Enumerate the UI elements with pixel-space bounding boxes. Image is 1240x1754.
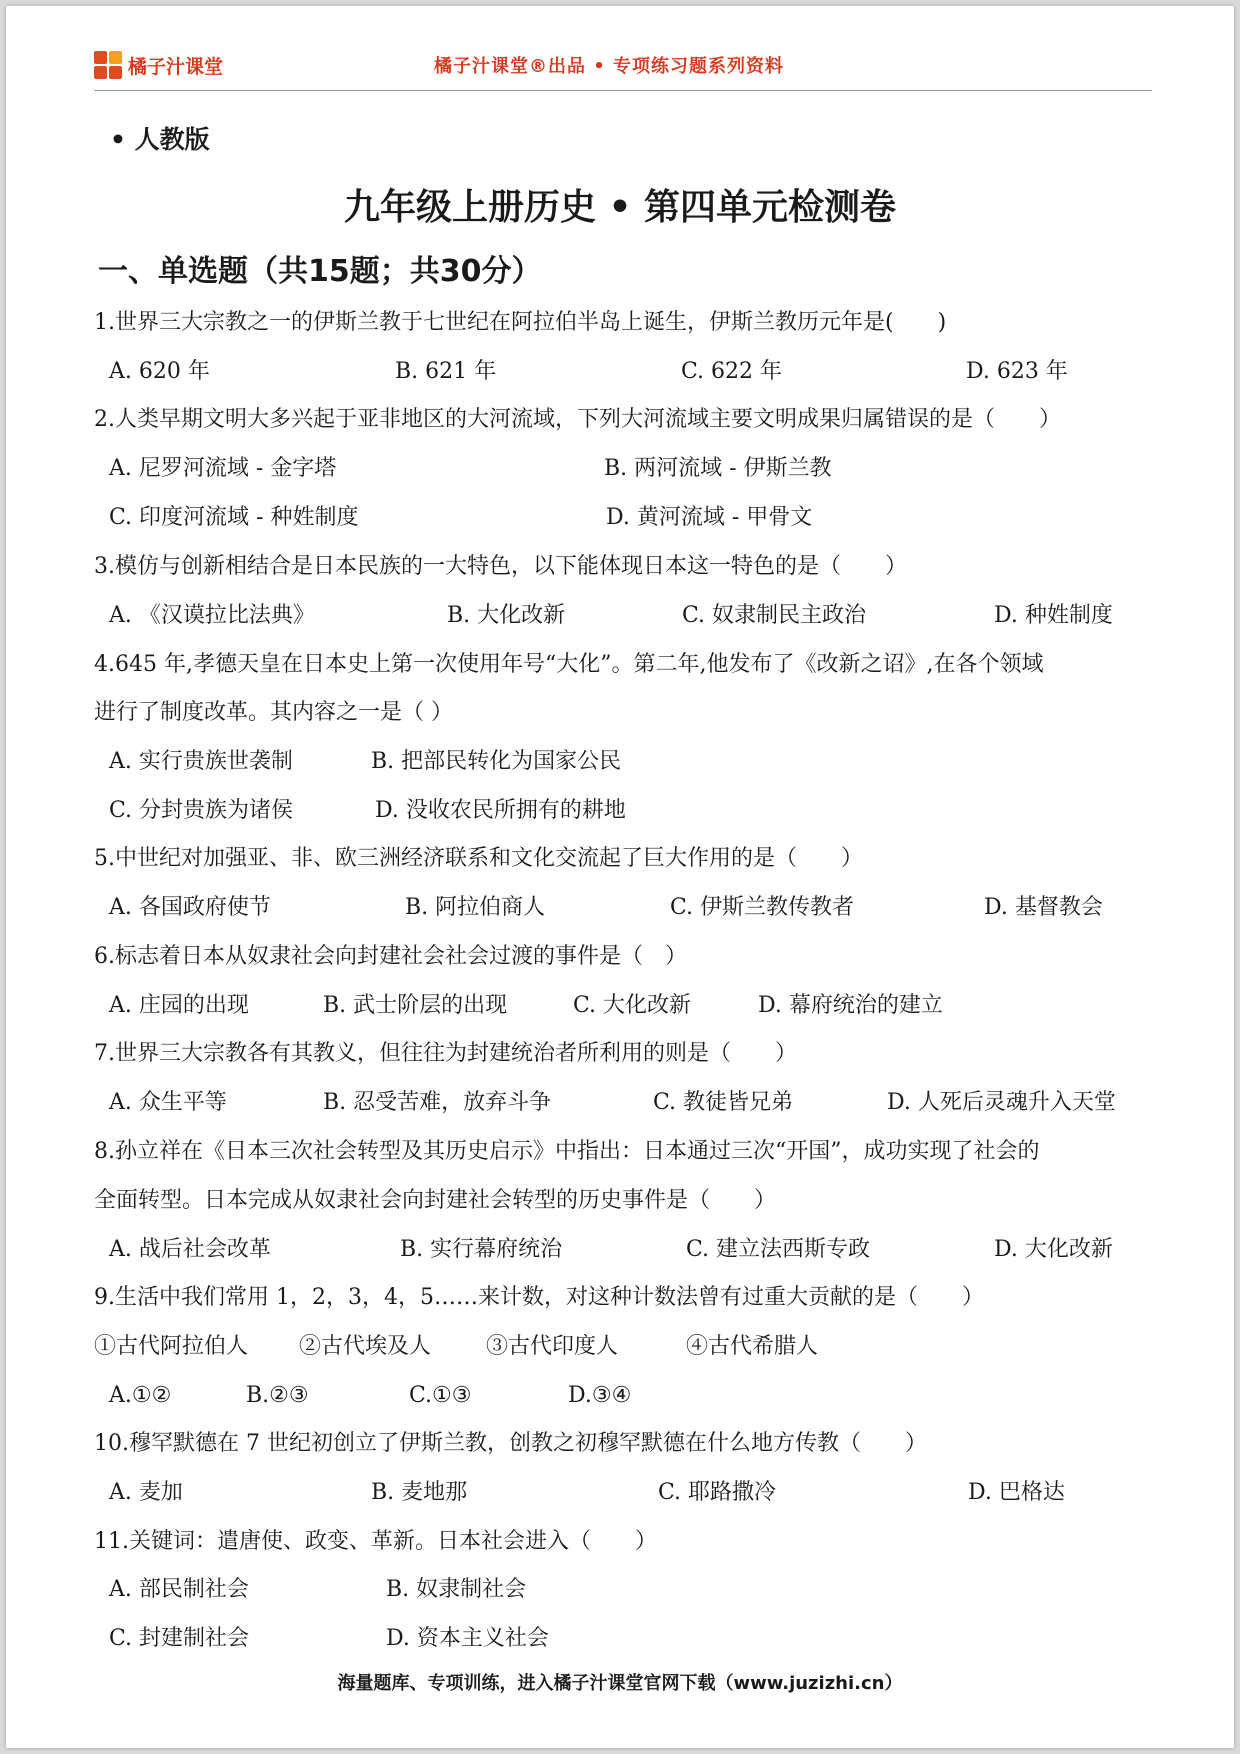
q5-option-d: D. 基督教会 [984, 895, 1103, 920]
q6-option-b: B. 武士阶层的出现 [323, 993, 508, 1018]
q7-option-c: C. 教徒皆兄弟 [653, 1090, 794, 1115]
brand-logo [94, 48, 223, 82]
question-11-stem: 11.关键词：遣唐使、政变、革新。日本社会进入（ ） [94, 1529, 657, 1554]
header-title: 橘子汁课堂®出品 • 专项练习题系列资料 [434, 56, 785, 77]
q4-option-a: A. 实行贵族世袭制 [109, 749, 293, 774]
page-header [94, 46, 1152, 86]
q7-option-a: A. 众生平等 [109, 1090, 227, 1115]
q1-option-b: B. 621 年 [395, 359, 497, 384]
q7-option-b: B. 忍受苦难，放弃斗争 [323, 1090, 552, 1115]
question-4-stem-line-1: 4.645 年,孝德天皇在日本史上第一次使用年号“大化”。第二年,他发布了《改新之诏》,在各个领域 [94, 652, 1044, 677]
q11-option-c: C. 封建制社会 [109, 1626, 250, 1651]
q5-option-a: A. 各国政府使节 [109, 895, 271, 920]
q6-option-a: A. 庄园的出现 [109, 993, 249, 1018]
question-6-stem: 6.标志着日本从奴隶社会向封建社会社会过渡的事件是（ ） [94, 944, 687, 969]
q3-option-c: C. 奴隶制民主政治 [682, 603, 867, 628]
header-divider [94, 90, 1152, 91]
q10-option-a: A. 麦加 [109, 1480, 183, 1505]
question-8-stem-line-1: 8.孙立祥在《日本三次社会转型及其历史启示》中指出：日本通过三次“开国”，成功实现了社会的 [94, 1139, 1040, 1164]
q8-option-b: B. 实行幕府统治 [400, 1237, 563, 1262]
q9-option-d: D.③④ [568, 1383, 632, 1408]
q9-option-c: C.①③ [409, 1383, 472, 1408]
q11-option-d: D. 资本主义社会 [386, 1626, 549, 1651]
edition-label: • 人教版 [110, 125, 210, 154]
question-2-stem: 2.人类早期文明大多兴起于亚非地区的大河流域，下列大河流域主要文明成果归属错误的是（ ） [94, 407, 1061, 432]
q9-option-a: A.①② [109, 1383, 172, 1408]
q2-option-b: B. 两河流域 - 伊斯兰教 [604, 456, 832, 481]
question-1-stem: 1.世界三大宗教之一的伊斯兰教于七世纪在阿拉伯半岛上诞生，伊斯兰教历元年是( ) [94, 310, 947, 335]
question-7-stem: 7.世界三大宗教各有其教义，但往往为封建统治者所利用的则是（ ） [94, 1041, 797, 1066]
q9-choice-1: ①古代阿拉伯人 [94, 1334, 249, 1359]
brand-logo-icon [94, 51, 122, 79]
q8-option-d: D. 大化改新 [994, 1237, 1113, 1262]
q1-option-c: C. 622 年 [681, 359, 783, 384]
q4-option-b: B. 把部民转化为国家公民 [371, 749, 622, 774]
page-footer: 海量题库、专项训练，进入橘子汁课堂官网下载（www.juzizhi.cn） [337, 1673, 903, 1694]
q3-option-b: B. 大化改新 [447, 603, 566, 628]
q9-option-b: B.②③ [246, 1383, 309, 1408]
q4-option-d: D. 没收农民所拥有的耕地 [375, 798, 626, 823]
q1-option-a: A. 620 年 [109, 359, 210, 384]
section-heading: 一、单选题（共15题；共30分） [98, 254, 542, 289]
brand-name: 橘子汁课堂 [128, 55, 224, 78]
question-3-stem: 3.模仿与创新相结合是日本民族的一大特色，以下能体现日本这一特色的是（ ） [94, 554, 907, 579]
q2-option-d: D. 黄河流域 - 甲骨文 [606, 505, 813, 530]
q7-option-d: D. 人死后灵魂升入天堂 [887, 1090, 1116, 1115]
q9-choice-2: ②古代埃及人 [299, 1334, 432, 1359]
q3-option-d: D. 种姓制度 [994, 603, 1113, 628]
q6-option-c: C. 大化改新 [573, 993, 692, 1018]
q9-choice-4: ④古代希腊人 [686, 1334, 819, 1359]
q10-option-d: D. 巴格达 [968, 1480, 1065, 1505]
q10-option-b: B. 麦地那 [371, 1480, 468, 1505]
q9-choice-3: ③古代印度人 [486, 1334, 619, 1359]
q8-option-c: C. 建立法西斯专政 [686, 1237, 871, 1262]
question-4-stem-line-2: 进行了制度改革。其内容之一是（ ） [94, 700, 453, 725]
q3-option-a: A. 《汉谟拉比法典》 [109, 603, 315, 628]
page-title: 九年级上册历史 • 第四单元检测卷 [343, 187, 897, 228]
q10-option-c: C. 耶路撒冷 [658, 1480, 777, 1505]
q2-option-c: C. 印度河流域 - 种姓制度 [109, 505, 359, 530]
q1-option-d: D. 623 年 [966, 359, 1068, 384]
q11-option-a: A. 部民制社会 [109, 1577, 249, 1602]
question-5-stem: 5.中世纪对加强亚、非、欧三洲经济联系和文化交流起了巨大作用的是（ ） [94, 846, 863, 871]
q6-option-d: D. 幕府统治的建立 [758, 993, 943, 1018]
q5-option-b: B. 阿拉伯商人 [405, 895, 546, 920]
q8-option-a: A. 战后社会改革 [109, 1237, 271, 1262]
q4-option-c: C. 分封贵族为诸侯 [109, 798, 294, 823]
q11-option-b: B. 奴隶制社会 [386, 1577, 527, 1602]
document-page [6, 6, 1234, 1748]
q5-option-c: C. 伊斯兰教传教者 [670, 895, 855, 920]
question-10-stem: 10.穆罕默德在 7 世纪初创立了伊斯兰教，创教之初穆罕默德在什么地方传教（ ） [94, 1431, 927, 1456]
q2-option-a: A. 尼罗河流域 - 金字塔 [109, 456, 337, 481]
question-9-stem: 9.生活中我们常用 1，2，3，4，5……来计数，对这种计数法曾有过重大贡献的是（ ） [94, 1285, 984, 1310]
question-8-stem-line-2: 全面转型。日本完成从奴隶社会向封建社会转型的历史事件是（ ） [94, 1188, 777, 1213]
